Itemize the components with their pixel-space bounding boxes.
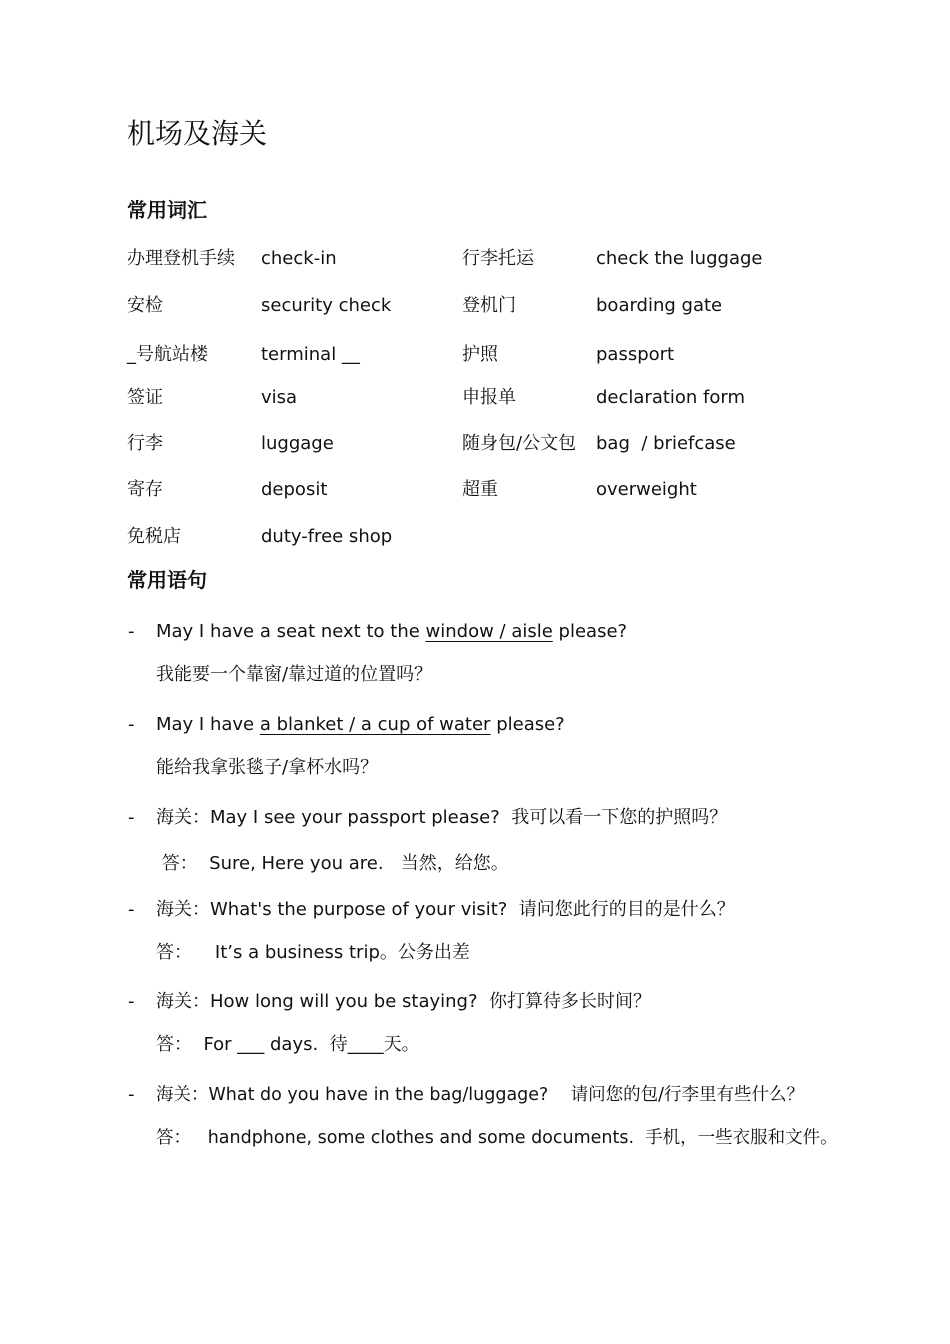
dialog-answer: 答： Sure, Here you are. 当然，给您。 <box>156 853 509 874</box>
bullet-dash: - <box>128 1084 135 1105</box>
vocab-en: boarding gate <box>596 295 723 316</box>
vocab-en: terminal __ <box>261 344 360 365</box>
dialog-question: 海关：May I see your passport please? 我可以看一下您的护照吗？ <box>156 807 728 828</box>
phrase-chinese: 我能要一个靠窗/靠过道的位置吗？ <box>156 664 433 685</box>
dialog-answer: 答： For ___ days. 待____天。 <box>156 1034 420 1055</box>
vocab-en: overweight <box>596 479 697 500</box>
vocab-zh: 随身包/公文包 <box>462 433 577 454</box>
vocab-en: luggage <box>261 433 334 454</box>
bullet-dash: - <box>128 899 135 920</box>
vocab-zh: 超重 <box>462 479 498 500</box>
phrase-chinese: 能给我拿张毯子/拿杯水吗？ <box>156 757 379 778</box>
vocab-en: visa <box>261 387 298 408</box>
phrase-english <box>156 713 565 737</box>
vocab-zh: 行李托运 <box>462 248 534 269</box>
vocab-en: bag / briefcase <box>596 433 736 454</box>
page-title: 机场及海关 <box>127 117 268 150</box>
phrase-text: May I have a seat next to the <box>156 621 426 642</box>
bullet-dash: - <box>128 807 135 828</box>
dialog-answer: 答： It’s a business trip。公务出差 <box>156 942 470 963</box>
vocab-zh: _号航站楼 <box>127 344 208 365</box>
phrase-text: please? <box>552 621 628 642</box>
vocab-zh: 申报单 <box>462 387 516 408</box>
vocab-zh: 寄存 <box>127 479 163 500</box>
vocab-en: passport <box>596 344 675 365</box>
bullet-dash: - <box>128 991 135 1012</box>
vocab-zh: 登机门 <box>462 295 516 316</box>
bullet-dash: - <box>128 714 135 735</box>
vocab-en: declaration form <box>596 387 746 408</box>
vocab-en: check-in <box>261 248 337 269</box>
vocab-zh: 护照 <box>462 344 498 365</box>
bullet-dash: - <box>128 621 135 642</box>
phrase-english <box>156 620 627 644</box>
phrases-heading: 常用语句 <box>127 568 207 592</box>
phrase-option-underlined: window / aisle <box>425 621 553 642</box>
dialog-question: 海关：What's the purpose of your visit? 请问您此行的目的是什么？ <box>156 899 735 920</box>
vocab-zh: 行李 <box>127 433 163 454</box>
dialog-answer: 答： handphone, some clothes and some documents. 手机，一些衣服和文件。 <box>156 1128 838 1148</box>
vocab-zh: 安检 <box>127 295 163 316</box>
vocab-zh: 办理登机手续 <box>127 248 235 269</box>
vocab-zh: 签证 <box>127 387 163 408</box>
phrase-text: please? <box>490 714 565 735</box>
phrase-option-underlined: a blanket / a cup of water <box>259 714 491 735</box>
vocab-en: security check <box>261 295 392 316</box>
vocab-en: duty-free shop <box>261 526 393 547</box>
vocab-zh: 免税店 <box>127 526 181 547</box>
phrase-text: May I have <box>156 714 260 735</box>
dialog-question: 海关：What do you have in the bag/luggage? 请问您的包/行李里有些什么？ <box>156 1085 804 1105</box>
vocab-heading: 常用词汇 <box>127 198 207 222</box>
vocab-en: check the luggage <box>596 248 763 269</box>
vocab-en: deposit <box>261 479 328 500</box>
dialog-question: 海关：How long will you be staying? 你打算待多长时间？ <box>156 991 651 1012</box>
